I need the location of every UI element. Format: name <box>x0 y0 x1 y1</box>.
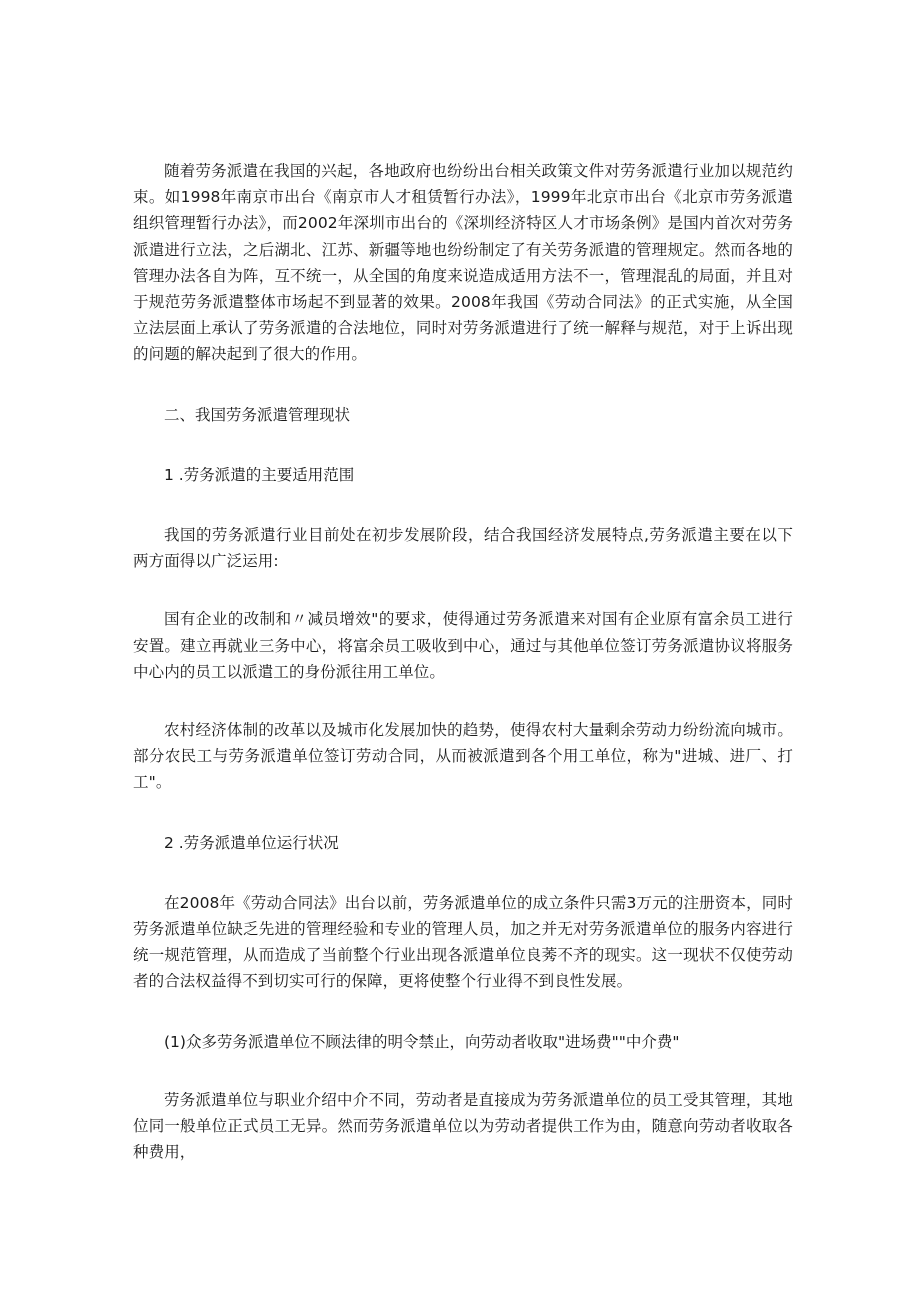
subsubsection-heading-fees: (1)众多劳务派遣单位不顾法律的明令禁止，向劳动者收取"进场费""中介费" <box>164 1032 680 1051</box>
subsection-heading-scope: 1 .劳务派遣的主要适用范围 <box>164 465 355 484</box>
document-page <box>133 158 793 1165</box>
paragraph-rural-labor: 农村经济体制的改革以及城市化发展加快的趋势，使得农村大量剩余劳动力纷纷流向城市。部分农民工与劳务派遣单位签订劳动合同，从而被派遣到各个用工单位，称为"进城、进厂、打工"。 <box>133 721 793 792</box>
section-heading-status: 二、我国劳务派遣管理现状 <box>164 405 351 424</box>
paragraph-policy-history: 随着劳务派遣在我国的兴起，各地政府也纷纷出台相关政策文件对劳务派遣行业加以规范约束。如1998年南京市出台《南京市人才租赁暂行办法》，1999年北京市出台《北京市劳务派遣组织管理暂行办法》，而2002年深圳市出台的《深圳经济特区人才市场条例》是国内首次对劳务派遣进行立法，之后湖北、江苏、新疆等地也纷纷制定了有关劳务派遣的管理规定。然而各地的管理办法各自为阵，互不统一，从全国的角度来说造成适用方法不一，管理混乱的局面，并且对于规范劳务派遣整体市场起不到显著的效果。2008年我国《劳动合同法》的正式实施，从全国立法层面上承认了劳务派遣的合法地位，同时对劳务派遣进行了统一解释与规范，对于上诉出现的问题的解决起到了很大的作用。 <box>133 162 793 364</box>
subsection-heading-operation: 2 .劳务派遣单位运行状况 <box>164 833 339 852</box>
paragraph-fees: 劳务派遣单位与职业介绍中介不同，劳动者是直接成为劳务派遣单位的员工受其管理，其地位同一般单位正式员工无异。然而劳务派遣单位以为劳动者提供工作为由，随意向劳动者收取各种费用， <box>133 1090 793 1162</box>
paragraph-operation-status: 在2008年《劳动合同法》出台以前，劳务派遣单位的成立条件只需3万元的注册资本，同时劳务派遣单位缺乏先进的管理经验和专业的管理人员，加之并无对劳务派遣单位的服务内容进行统一规范管理，从而造成了当前整个行业出现各派遣单位良莠不齐的现实。这一现状不仅使劳动者的合法权益得不到切实可行的保障，更将使整个行业得不到良性发展。 <box>133 893 793 991</box>
paragraph-state-enterprise: 国有企业的改制和〃减员增效"的要求，使得通过劳务派遣来对国有企业原有富余员工进行安置。建立再就业三务中心，将富余员工吸收到中心，通过与其他单位签订劳务派遣协议将服务中心内的员工以派遣工的身份派往用工单位。 <box>133 610 793 681</box>
paragraph-scope-intro: 我国的劳务派遣行业目前处在初步发展阶段，结合我国经济发展特点,劳务派遣主要在以下两方面得以广泛运用: <box>133 526 793 571</box>
